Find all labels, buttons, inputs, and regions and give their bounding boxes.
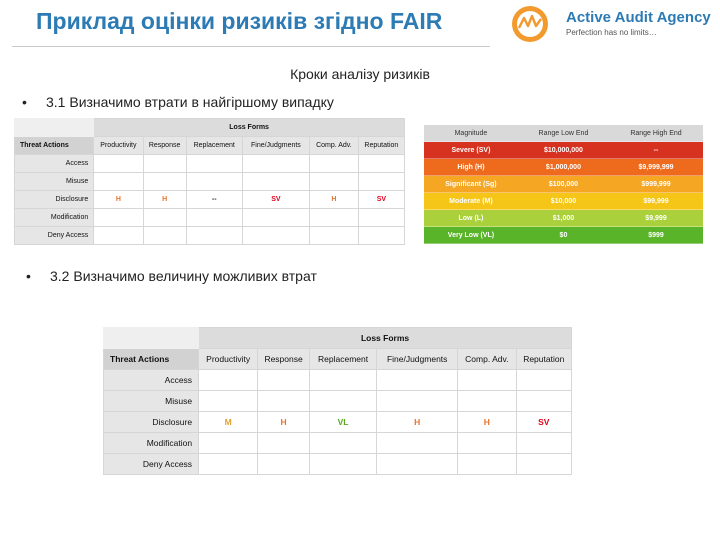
table-cell xyxy=(377,433,458,454)
range-low: $0 xyxy=(518,227,609,244)
table-cell xyxy=(310,209,359,227)
table-cell: M xyxy=(199,412,258,433)
brand-tagline: Perfection has no limits… xyxy=(566,28,657,37)
table-cell: SV xyxy=(242,191,309,209)
table-cell xyxy=(377,391,458,412)
threat-actions-header: Threat Actions xyxy=(104,349,199,370)
table-cell xyxy=(258,454,310,475)
table-cell xyxy=(242,155,309,173)
column-header: Magnitude xyxy=(424,125,518,142)
table-cell xyxy=(258,391,310,412)
title-divider xyxy=(12,46,490,47)
range-high: $99,999 xyxy=(609,193,703,210)
table-cell xyxy=(309,370,376,391)
row-header: Deny Access xyxy=(104,454,199,475)
table-cell xyxy=(186,173,242,191)
table-cell xyxy=(94,209,143,227)
table-cell xyxy=(242,227,309,245)
table-cell: H xyxy=(94,191,143,209)
bullet-text: 3.2 Визначимо величину можливих втрат xyxy=(50,268,317,284)
table-cell xyxy=(143,227,186,245)
table-cell xyxy=(458,391,516,412)
page-title: Приклад оцінки ризиків згідно FAIR xyxy=(36,8,443,34)
column-header: Fine/Judgments xyxy=(377,349,458,370)
range-low: $1,000,000 xyxy=(518,159,609,176)
magnitude-label: Moderate (M) xyxy=(424,193,518,210)
magnitude-row xyxy=(424,193,703,210)
column-header: Replacement xyxy=(186,137,242,155)
table-cell xyxy=(199,370,258,391)
table-corner-blank xyxy=(104,328,199,349)
table-cell xyxy=(516,370,572,391)
table-cell xyxy=(358,155,404,173)
magnitude-label: High (H) xyxy=(424,159,518,176)
table-row xyxy=(15,155,405,173)
loss-forms-table-worst-case xyxy=(14,118,405,245)
table-cell xyxy=(242,173,309,191)
range-high: $9,999,999 xyxy=(609,159,703,176)
table-cell xyxy=(516,454,572,475)
magnitude-table xyxy=(424,125,703,244)
table-cell xyxy=(94,227,143,245)
table-corner-blank xyxy=(15,119,94,137)
column-header: Response xyxy=(258,349,310,370)
row-header: Disclosure xyxy=(15,191,94,209)
magnitude-label: Very Low (VL) xyxy=(424,227,518,244)
table-row xyxy=(15,227,405,245)
table-row xyxy=(15,173,405,191)
table-cell: SV xyxy=(358,191,404,209)
column-header: Response xyxy=(143,137,186,155)
column-header: Productivity xyxy=(94,137,143,155)
table-row xyxy=(104,391,572,412)
table-cell: VL xyxy=(309,412,376,433)
magnitude-row xyxy=(424,176,703,193)
brand-name: Active Audit Agency xyxy=(566,9,711,26)
column-header: Range High End xyxy=(609,125,703,142)
table-cell xyxy=(199,433,258,454)
range-high: $9,999 xyxy=(609,210,703,227)
table-cell xyxy=(186,209,242,227)
table-cell xyxy=(458,433,516,454)
range-high: $999 xyxy=(609,227,703,244)
table-row xyxy=(104,454,572,475)
table-cell xyxy=(309,454,376,475)
column-header: Reputation xyxy=(358,137,404,155)
bullet-item xyxy=(26,268,317,284)
table-cell xyxy=(186,227,242,245)
table-cell xyxy=(309,433,376,454)
table-cell xyxy=(94,155,143,173)
table-cell xyxy=(377,454,458,475)
bullet-dot: • xyxy=(22,94,27,110)
column-header: Fine/Judgments xyxy=(242,137,309,155)
table-cell xyxy=(143,155,186,173)
magnitude-row xyxy=(424,159,703,176)
magnitude-header-row xyxy=(424,125,703,142)
table-cell xyxy=(358,227,404,245)
table-cell xyxy=(258,433,310,454)
table-cell xyxy=(310,227,359,245)
magnitude-label: Low (L) xyxy=(424,210,518,227)
magnitude-row xyxy=(424,210,703,227)
row-header: Access xyxy=(104,370,199,391)
table-cell xyxy=(458,454,516,475)
row-header: Deny Access xyxy=(15,227,94,245)
loss-forms-table-probable xyxy=(103,327,572,475)
table-cell xyxy=(258,370,310,391)
range-low: $100,000 xyxy=(518,176,609,193)
table-cell xyxy=(516,391,572,412)
table-cell: H xyxy=(377,412,458,433)
table-cell xyxy=(143,173,186,191)
table-cell: H xyxy=(143,191,186,209)
table-cell xyxy=(310,173,359,191)
bullet-item xyxy=(22,94,334,110)
loss-forms-header: Loss Forms xyxy=(94,119,405,137)
table-cell xyxy=(94,173,143,191)
table-cell xyxy=(516,433,572,454)
magnitude-label: Severe (SV) xyxy=(424,142,518,159)
column-header: Range Low End xyxy=(518,125,609,142)
table-cell xyxy=(199,391,258,412)
table-cell xyxy=(310,155,359,173)
range-low: $1,000 xyxy=(518,210,609,227)
magnitude-row xyxy=(424,142,703,159)
table-cell: H xyxy=(310,191,359,209)
table-cell xyxy=(377,370,458,391)
table-row xyxy=(104,433,572,454)
column-header: Comp. Adv. xyxy=(458,349,516,370)
table-row xyxy=(104,412,572,433)
table-cell xyxy=(199,454,258,475)
table-cell xyxy=(242,209,309,227)
range-low: $10,000,000 xyxy=(518,142,609,159)
table-cell: H xyxy=(458,412,516,433)
table-cell: H xyxy=(258,412,310,433)
table-cell xyxy=(358,173,404,191)
bullet-text: 3.1 Визначимо втрати в найгіршому випадку xyxy=(46,94,334,110)
section-subtitle: Кроки аналізу ризиків xyxy=(290,66,430,82)
table-row xyxy=(104,370,572,391)
table-row xyxy=(15,191,405,209)
bullet-dot: • xyxy=(26,268,31,284)
table-row xyxy=(15,209,405,227)
magnitude-label: Significant (Sg) xyxy=(424,176,518,193)
loss-forms-header: Loss Forms xyxy=(199,328,572,349)
row-header: Access xyxy=(15,155,94,173)
column-header: Reputation xyxy=(516,349,572,370)
threat-actions-header: Threat Actions xyxy=(15,137,94,155)
table-cell xyxy=(458,370,516,391)
company-logo xyxy=(510,4,550,44)
table-cell xyxy=(358,209,404,227)
column-header: Comp. Adv. xyxy=(310,137,359,155)
range-high: $999,999 xyxy=(609,176,703,193)
row-header: Modification xyxy=(104,433,199,454)
table-cell: SV xyxy=(516,412,572,433)
range-high: -- xyxy=(609,142,703,159)
column-header: Productivity xyxy=(199,349,258,370)
table-cell xyxy=(143,209,186,227)
table-cell xyxy=(309,391,376,412)
table-cell xyxy=(186,155,242,173)
range-low: $10,000 xyxy=(518,193,609,210)
magnitude-row xyxy=(424,227,703,244)
row-header: Misuse xyxy=(104,391,199,412)
column-header: Replacement xyxy=(309,349,376,370)
table-cell: -- xyxy=(186,191,242,209)
row-header: Modification xyxy=(15,209,94,227)
row-header: Misuse xyxy=(15,173,94,191)
row-header: Disclosure xyxy=(104,412,199,433)
